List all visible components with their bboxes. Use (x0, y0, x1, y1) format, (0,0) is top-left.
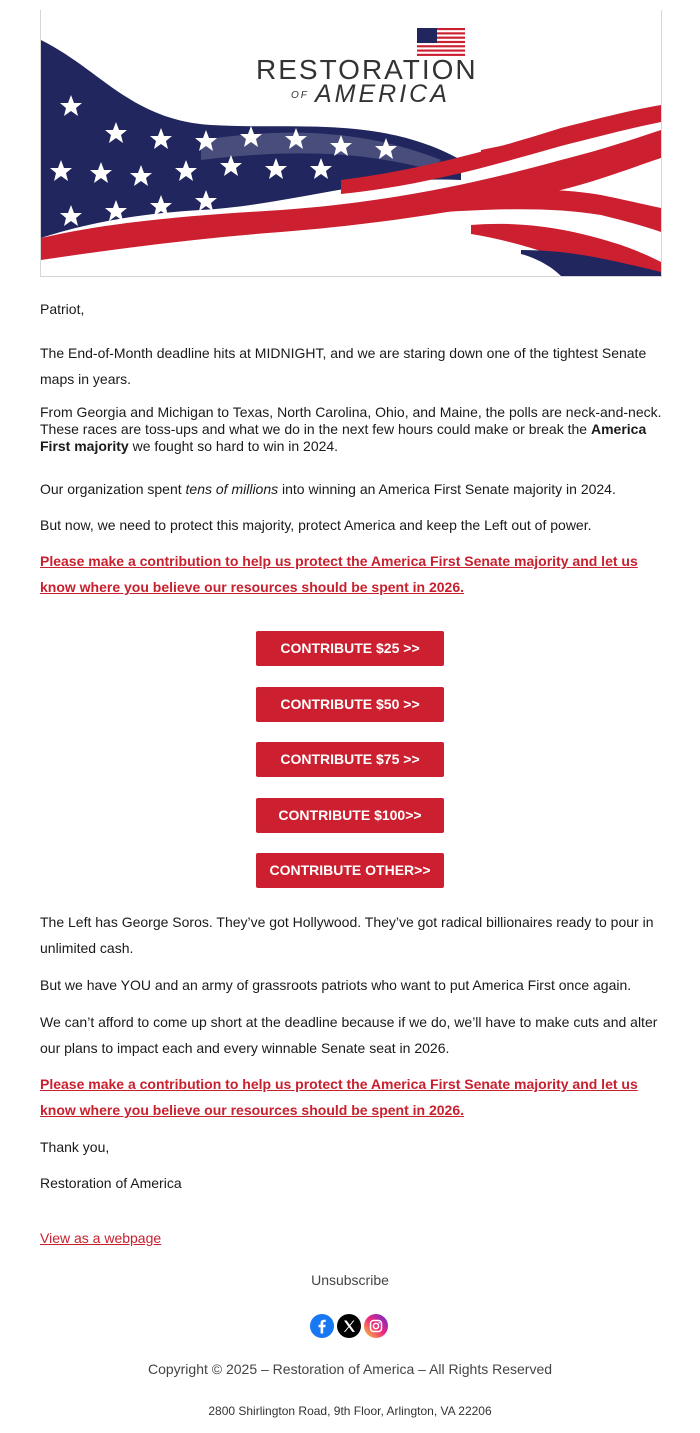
unsubscribe-link[interactable]: Unsubscribe (311, 1272, 389, 1288)
paragraph-spent-post: into winning an America First Senate majority in 2024. (278, 481, 616, 497)
paragraph-spent (40, 481, 662, 498)
copyright: Copyright © 2025 – Restoration of America – All Rights Reserved (147, 1361, 553, 1377)
address: 2800 Shirlington Road, 9th Floor, Arlington, VA 22206 (208, 1404, 492, 1418)
contribute-100-button[interactable]: CONTRIBUTE $100>> (256, 798, 444, 833)
paragraph-grassroots: But we have YOU and an army of grassroots patriots who want to put America First once again. (40, 977, 632, 993)
paragraph-states-bold: America First majority (40, 421, 647, 454)
paragraph-deadline: The End-of-Month deadline hits at MIDNIGHT, and we are staring down one of the tightest Senate maps in years. (40, 345, 647, 387)
facebook-icon[interactable] (310, 1314, 334, 1338)
contribute-50-button[interactable]: CONTRIBUTE $50 >> (256, 687, 444, 722)
contribute-75-button[interactable]: CONTRIBUTE $75 >> (256, 742, 444, 777)
contribution-link-top[interactable]: Please make a contribution to help us protect the America First Senate majority and let us know where you believe our resources should be spent in 2026. (40, 553, 638, 595)
greeting: Patriot, (40, 301, 85, 317)
paragraph-deadline-cuts: We can’t afford to come up short at the deadline because if we do, we’ll have to make cuts and alter our plans to impact each and every winnable Senate seat in 2026. (40, 1014, 658, 1056)
paragraph-spent-em: tens of millions (185, 481, 279, 497)
contribute-other-button[interactable]: CONTRIBUTE OTHER>> (256, 853, 444, 888)
header-banner (40, 10, 662, 277)
signature: Restoration of America (40, 1175, 182, 1191)
paragraph-spent-pre: Our organization spent (40, 481, 186, 497)
logo-wordmark-line2: AMERICA (315, 80, 450, 108)
logo-wordmark-of: OF (291, 90, 309, 101)
flag-logo-icon (417, 28, 465, 56)
logo-wordmark-line1: RESTORATION (256, 54, 478, 85)
paragraph-states-post: we fought so hard to win in 2024. (128, 438, 339, 454)
signoff: Thank you, (40, 1139, 110, 1155)
flag-banner-image (41, 10, 661, 276)
paragraph-left: The Left has George Soros. They’ve got Hollywood. They’ve got radical billionaires ready to pour in unlimited cash. (40, 914, 654, 956)
view-as-webpage-link[interactable]: View as a webpage (40, 1230, 162, 1246)
paragraph-protect: But now, we need to protect this majority, protect America and keep the Left out of power. (40, 517, 592, 533)
x-icon[interactable] (337, 1314, 361, 1338)
instagram-icon[interactable] (364, 1314, 388, 1338)
contribute-25-button[interactable]: CONTRIBUTE $25 >> (256, 631, 444, 666)
paragraph-states-pre: From Georgia and Michigan to Texas, North Carolina, Ohio, and Maine, the polls are neck-and-neck. These races are toss-ups and what we do in the next few hours could make or break the (40, 404, 662, 437)
paragraph-states (40, 404, 662, 455)
contribution-link-bottom[interactable]: Please make a contribution to help us protect the America First Senate majority and let us know where you believe our resources should be spent in 2026. (40, 1076, 638, 1118)
